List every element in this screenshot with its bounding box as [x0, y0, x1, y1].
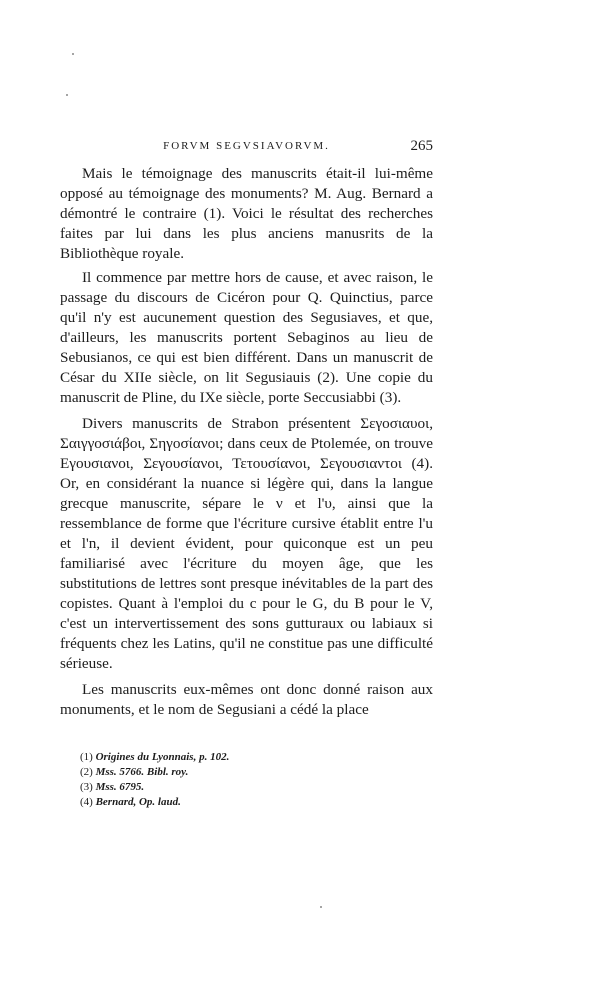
running-title: FORVM SEGVSIAVORVM.: [163, 140, 330, 152]
book-page: [60, 140, 433, 810]
running-head: [60, 140, 433, 162]
footnote-text: Mss. 6795.: [95, 781, 145, 793]
scan-speck: [72, 53, 74, 55]
paragraph: Les manuscrits eux-mêmes ont donc donné raison aux monuments, et le nom de Segusiani a cédé la place: [60, 681, 433, 718]
footnote-text: Origines du Lyonnais, p. 102.: [95, 751, 230, 763]
paragraph: Mais le témoignage des manuscrits était-il lui-même opposé au témoignage des monuments? M. Aug. Bernard a démontré le contraire (1). Voici le résultat des recherches faites par lui dans les plus anciens manusrits de la Bibliothèque royale.: [60, 165, 433, 262]
scan-speck: [320, 906, 322, 908]
page-number: 265: [410, 138, 433, 154]
paragraph: Divers manuscrits de Strabon présentent Σεγοσιαυοι, Σαιγγοσιάβοι, Σηγοσίανοι; dans ceux de Ptolemée, on trouve Εγουσιανοι, Σεγουσίανοι, Τετουσίανοι, Σεγουσιαντοι (4). Or, en considérant la nuance si légère qui, dans la langue grecque manuscrite, sépare le ν et l'υ, ainsi que la ressemblance de forme que l'écriture cursive établit entre l'u et l'n, il devient évident, pour quiconque est un peu familiarisé avec l'écriture du moyen âge, que les substitutions de lettres sont presque inévitables de la part des copistes. Quant à l'emploi du c pour le G, du B pour le V, c'est un intervertissement des sons gutturaux ou labiaux si fréquents chez les Latins, qu'il ne constitue pas une difficulté sérieuse.: [60, 415, 433, 672]
footnotes: [60, 750, 433, 810]
footnote-number: (2): [80, 766, 93, 778]
footnote-number: (4): [80, 796, 93, 808]
footnote: [60, 765, 433, 780]
footnote: [60, 780, 433, 795]
footnote-number: (1): [80, 751, 93, 763]
scan-speck: [66, 94, 68, 96]
footnote: [60, 795, 433, 810]
footnote: [60, 750, 433, 765]
paragraph: Il commence par mettre hors de cause, et avec raison, le passage du discours de Cicéron pour Q. Quinctius, parce qu'il n'y est aucunement question des Segusiaves, et que, d'ailleurs, les manuscrits portent Sebaginos au lieu de Sebusianos, ce qui est bien différent. Dans un manuscrit de César du XIIe siècle, on lit Segusiauis (2). Une copie du manuscrit de Pline, du IXe siècle, porte Seccusiabbi (3).: [60, 269, 433, 406]
footnote-text: Bernard, Op. laud.: [95, 796, 181, 808]
footnote-text: Mss. 5766. Bibl. roy.: [95, 766, 189, 778]
body-text: [60, 164, 433, 720]
footnote-number: (3): [80, 781, 93, 793]
